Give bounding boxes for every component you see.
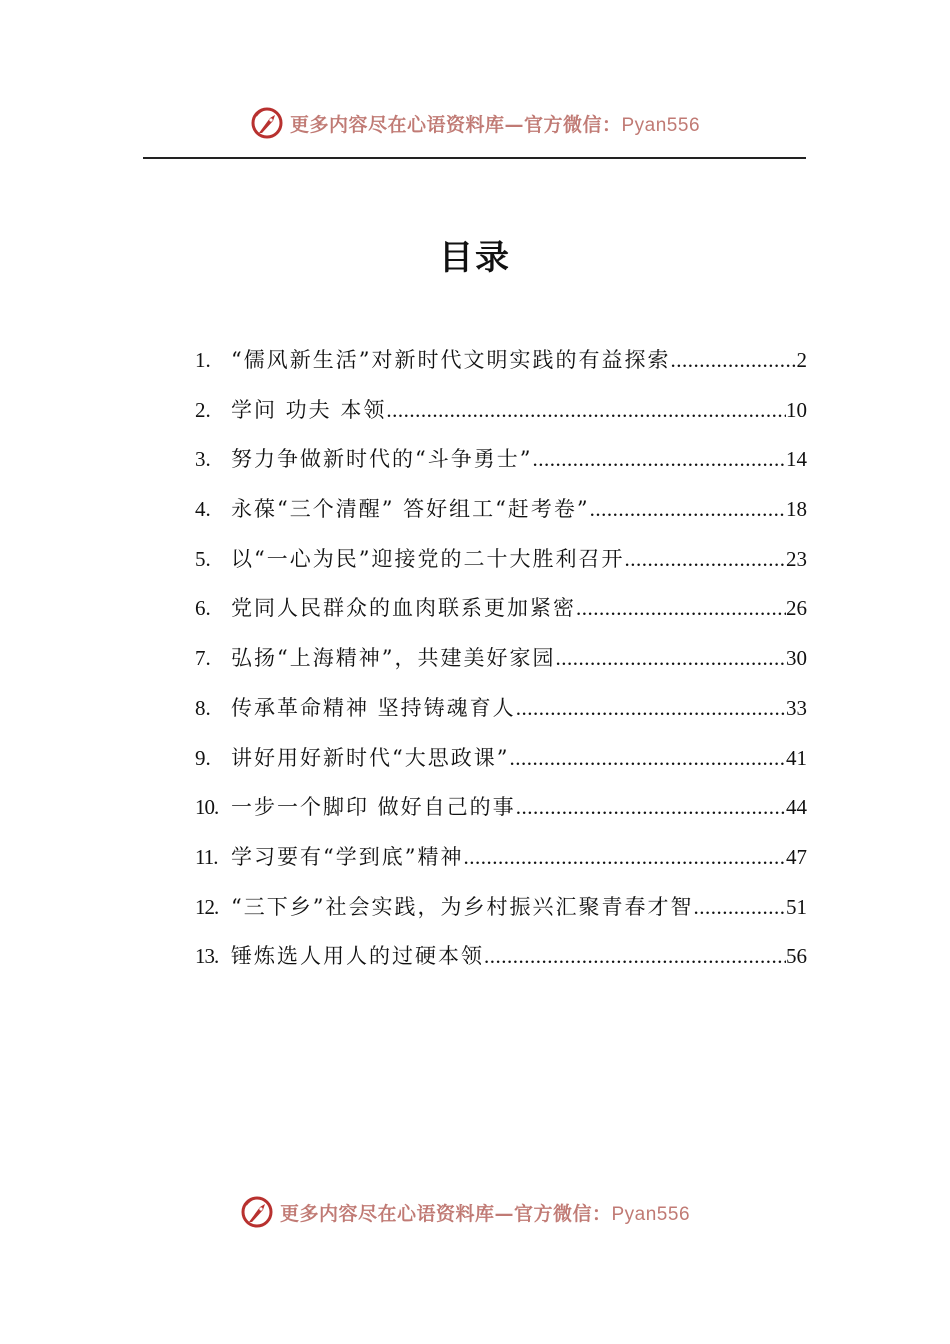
toc-dot-leader [532,435,786,485]
toc-entry-title: 党同人民群众的血肉联系更加紧密 [231,596,576,621]
header-divider [143,157,806,159]
toc-dot-leader [386,386,786,436]
pen-nib-circle-icon [240,1195,274,1229]
toc-entry-title: 以“一心为民”迎接党的二十大胜利召开 [231,546,625,571]
toc-entry-title: 永葆“三个清醒” 答好组工“赶考卷” [231,497,590,522]
toc-entry[interactable] [195,435,807,485]
toc-entry-number: 7. [195,646,211,671]
toc-entry-page: 56 [786,944,807,969]
toc-entry[interactable] [195,584,807,634]
toc-entry-page: 23 [786,546,807,571]
header-banner [0,103,950,143]
toc-entry[interactable] [195,535,807,585]
footer-banner [0,1192,950,1232]
toc-dot-leader [576,584,786,634]
toc-entry[interactable] [195,734,807,784]
toc-entry-page: 30 [786,646,807,671]
toc-entry-number: 3. [195,447,211,472]
toc-entry-page: 2 [796,348,807,372]
toc-entry-title: 学习要有“学到底”精神 [231,844,464,869]
toc-entry-number: 1. [195,348,211,372]
toc-entry-page: 51 [786,894,807,919]
toc-entry[interactable] [195,634,807,684]
toc-entry[interactable] [195,684,807,734]
toc-entry-number: 4. [195,497,211,522]
toc-entry-page: 41 [786,745,807,770]
toc-dot-leader [670,336,796,386]
header-banner-handle: Pyan556 [621,114,701,136]
toc-entry[interactable] [195,336,807,386]
toc-dot-leader [624,535,786,585]
footer-banner-handle: Pyan556 [611,1203,691,1225]
toc-entry[interactable] [195,932,807,982]
toc-entry[interactable] [195,485,807,535]
table-of-contents [195,336,807,982]
toc-entry[interactable] [195,833,807,883]
toc-entry-number: 8. [195,695,211,720]
toc-entry-page: 47 [786,844,807,869]
toc-entry-title: 一步一个脚印 做好自己的事 [231,795,516,820]
toc-entry-page: 44 [786,795,807,820]
toc-entry[interactable] [195,883,807,933]
toc-entry-number: 10. [195,795,219,820]
footer-banner-text: 更多内容尽在心语资料库—官方微信：Pyan556 [279,1202,691,1225]
pen-nib-circle-icon [250,106,284,140]
toc-dot-leader [555,634,786,684]
toc-entry-page: 18 [786,497,807,522]
toc-entry-page: 33 [786,695,807,720]
toc-entry-number: 5. [195,546,211,571]
toc-entry-number: 12. [195,894,219,919]
toc-dot-leader [516,783,786,833]
toc-entry-number: 13. [195,944,219,969]
toc-dot-leader [516,684,786,734]
toc-entry-title: 讲好用好新时代“大思政课” [231,745,510,770]
toc-dot-leader [590,485,786,535]
toc-entry-title: 学问 功夫 本领 [231,397,387,422]
toc-entry-number: 6. [195,596,211,621]
toc-entry-page: 14 [786,447,807,472]
toc-entry-number: 2. [195,397,211,422]
header-banner-text: 更多内容尽在心语资料库—官方微信：Pyan556 [289,113,701,136]
toc-entry-title: “三下乡”社会实践，为乡村振兴汇聚青春才智 [231,894,694,919]
toc-entry-page: 26 [786,596,807,621]
toc-entry-title: 锤炼选人用人的过硬本领 [231,944,484,969]
toc-dot-leader [463,833,786,883]
toc-entry-title: “儒风新生活”对新时代文明实践的有益探索 [231,348,671,372]
toc-entry-title: 弘扬“上海精神”，共建美好家园 [231,646,556,671]
page-title: 目录 [439,238,511,278]
toc-dot-leader [484,932,786,982]
toc-entry-page: 10 [786,397,807,422]
toc-entry-title: 努力争做新时代的“斗争勇士” [231,447,533,472]
toc-dot-leader [509,734,786,784]
toc-entry[interactable] [195,386,807,436]
toc-dot-leader [693,883,786,933]
toc-entry-title: 传承革命精神 坚持铸魂育人 [231,695,516,720]
toc-entry-number: 9. [195,745,211,770]
toc-entry-number: 11. [195,844,218,869]
toc-entry[interactable] [195,783,807,833]
